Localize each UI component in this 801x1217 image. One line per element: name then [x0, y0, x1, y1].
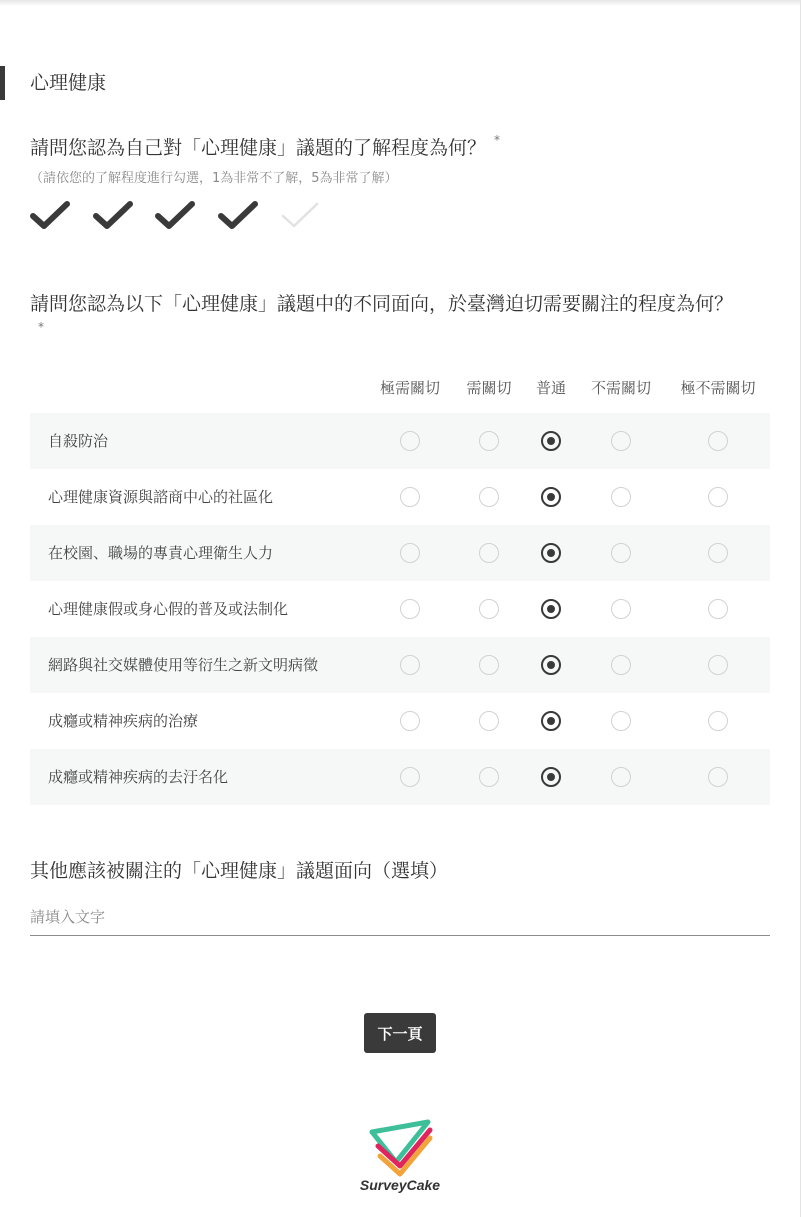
matrix-radio[interactable] [541, 767, 561, 787]
matrix-column-header: 極需關切 [379, 379, 441, 397]
required-mark: * [38, 320, 44, 334]
matrix-radio[interactable] [611, 543, 631, 563]
question-3-title: 其他應該被關注的「心理健康」議題面向（選填） [30, 860, 449, 882]
matrix-radio[interactable] [400, 767, 420, 787]
matrix-row-label: 自殺防治 [48, 432, 109, 450]
matrix-row [30, 413, 770, 469]
rating-check-icon-4[interactable] [216, 198, 260, 234]
matrix-radio[interactable] [479, 487, 499, 507]
matrix-radio[interactable] [611, 655, 631, 675]
matrix-row-label: 心理健康資源與諮商中心的社區化 [48, 488, 274, 506]
section-marker [0, 66, 5, 100]
matrix-radio[interactable] [479, 431, 499, 451]
matrix-radio[interactable] [541, 655, 561, 675]
matrix-row-label: 成癮或精神疾病的去汙名化 [48, 768, 229, 786]
matrix-radio[interactable] [611, 767, 631, 787]
matrix-radio[interactable] [479, 655, 499, 675]
matrix-radio[interactable] [708, 487, 728, 507]
matrix-radio[interactable] [400, 599, 420, 619]
matrix-radio[interactable] [611, 711, 631, 731]
matrix-radio[interactable] [400, 431, 420, 451]
matrix-grid [30, 413, 770, 805]
matrix-radio[interactable] [400, 543, 420, 563]
matrix-radio[interactable] [611, 487, 631, 507]
matrix-row [30, 749, 770, 805]
matrix-radio[interactable] [708, 711, 728, 731]
matrix-row-label: 網路與社交媒體使用等衍生之新文明病徵 [48, 656, 319, 674]
matrix-row-label: 心理健康假或身心假的普及或法制化 [48, 600, 289, 618]
matrix-radio[interactable] [708, 431, 728, 451]
question-1-text: 請問您認為自己對「心理健康」議題的了解程度為何？ [30, 137, 487, 159]
matrix-row [30, 693, 770, 749]
question-2-title: 請問您認為以下「心理健康」議題中的不同面向，於臺灣迫切需要關注的程度為何？ [30, 293, 734, 315]
matrix-column-header: 不需關切 [590, 379, 652, 397]
matrix-radio[interactable] [541, 599, 561, 619]
matrix-row [30, 469, 770, 525]
rating-check-icon-2[interactable] [91, 198, 135, 234]
matrix-radio[interactable] [708, 767, 728, 787]
matrix-radio[interactable] [708, 655, 728, 675]
matrix-radio[interactable] [541, 711, 561, 731]
matrix-column-header: 需關切 [466, 379, 512, 397]
matrix-radio[interactable] [400, 711, 420, 731]
matrix-row [30, 581, 770, 637]
matrix-row-label: 在校園、職場的專責心理衛生人力 [48, 544, 274, 562]
matrix-column-header: 極不需關切 [680, 379, 756, 397]
matrix-row-label: 成癮或精神疾病的治療 [48, 712, 199, 730]
other-issues-input[interactable] [30, 898, 770, 936]
matrix-column-header: 普通 [535, 379, 567, 397]
rating-check-icon-3[interactable] [153, 198, 197, 234]
rating-check-icon-1[interactable] [28, 198, 72, 234]
required-mark: * [494, 133, 501, 147]
matrix-radio[interactable] [479, 711, 499, 731]
matrix-radio[interactable] [541, 487, 561, 507]
matrix-radio[interactable] [611, 431, 631, 451]
matrix-radio[interactable] [479, 543, 499, 563]
matrix-radio[interactable] [708, 599, 728, 619]
matrix-radio[interactable] [479, 767, 499, 787]
matrix-radio[interactable] [541, 543, 561, 563]
matrix-radio[interactable] [479, 599, 499, 619]
surveycake-logo-text: SurveyCake [359, 1177, 441, 1193]
matrix-row [30, 525, 770, 581]
matrix-row [30, 637, 770, 693]
section-title: 心理健康 [30, 72, 107, 94]
matrix-radio[interactable] [400, 487, 420, 507]
matrix-radio[interactable] [400, 655, 420, 675]
next-page-button[interactable]: 下一頁 [364, 1013, 436, 1053]
question-1-title [30, 133, 500, 160]
matrix-radio[interactable] [708, 543, 728, 563]
top-shadow [0, 0, 801, 6]
matrix-radio[interactable] [611, 599, 631, 619]
matrix-radio[interactable] [541, 431, 561, 451]
question-1-hint: （請依您的了解程度進行勾選，1為非常不了解，5為非常了解） [30, 171, 398, 186]
rating-check-icon-5[interactable] [278, 198, 322, 234]
